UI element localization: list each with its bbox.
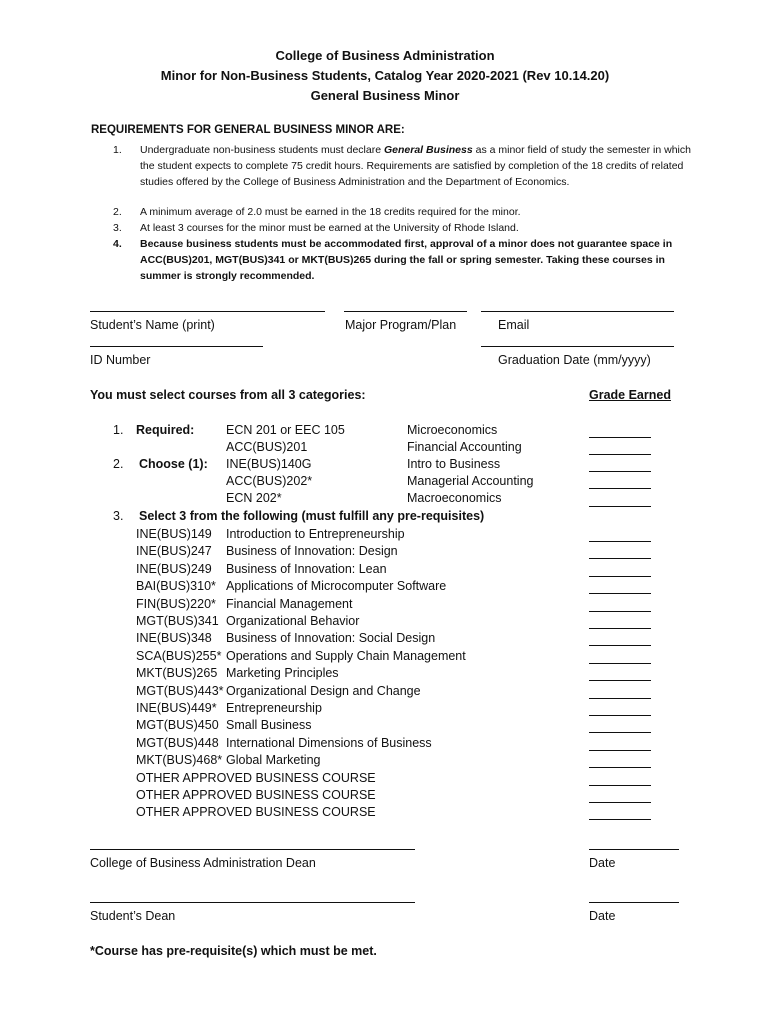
student-dean-date-line[interactable] [589, 902, 679, 903]
requirement-item: 4. Because business students must be accommodated first, approval of a minor does not guarantee space in ACC(BUS)201, MGT(BUS)341 or MKT(BUS)265 during the fall or spring semester. Taking these courses in summer is strongly recommended. [113, 238, 673, 282]
grade-line[interactable] [589, 802, 651, 803]
course-title: Intro to Business [407, 457, 501, 471]
course-code: INE(BUS)348 [136, 631, 212, 646]
id-number-line[interactable] [90, 346, 263, 347]
category-3-number: 3. [113, 509, 124, 523]
course-title: Introduction to Entrepreneurship [226, 527, 405, 541]
grade-line[interactable] [589, 576, 651, 577]
course-code: INE(BUS)249 [136, 561, 212, 576]
category-3-label: Select 3 from the following (must fulfill any pre-requisites) [139, 509, 485, 523]
course-title: Entrepreneurship [226, 701, 322, 715]
dean-date-label: Date [589, 856, 616, 870]
course-code: FIN(BUS)220* [136, 596, 216, 611]
course-title: Financial Accounting [407, 440, 522, 454]
course-title: Business of Innovation: Design [226, 544, 398, 559]
grade-line[interactable] [589, 663, 651, 664]
course-code: MGT(BUS)450 [136, 718, 219, 733]
course-title: Microeconomics [407, 423, 498, 437]
grade-line[interactable] [589, 750, 651, 751]
course-code: OTHER APPROVED BUSINESS COURSE [136, 770, 376, 785]
grade-line[interactable] [589, 628, 651, 629]
prerequisite-footnote: *Course has pre-requisite(s) which must be met. [90, 944, 377, 958]
course-code: MGT(BUS)341 [136, 614, 219, 628]
form-subtitle: Minor for Non-Business Students, Catalog Year 2020-2021 (Rev 10.14.20) [160, 68, 610, 83]
category-2-label: Choose (1): [139, 457, 208, 471]
student-name-label: Student’s Name (print) [90, 318, 215, 332]
student-dean-date-label: Date [589, 909, 616, 923]
grade-line[interactable] [589, 593, 651, 594]
course-code: INE(BUS)140G [226, 457, 312, 471]
grade-line[interactable] [589, 680, 651, 681]
grade-line[interactable] [589, 437, 651, 438]
student-dean-signature-line[interactable] [90, 902, 415, 903]
dean-label: College of Business Administration Dean [90, 856, 316, 870]
graduation-date-label: Graduation Date (mm/yyyy) [498, 353, 651, 367]
student-name-line[interactable] [90, 311, 325, 312]
major-program-line[interactable] [344, 311, 467, 312]
category-1-number: 1. [113, 423, 124, 437]
course-code: OTHER APPROVED BUSINESS COURSE [136, 805, 376, 820]
course-code: INE(BUS)149 [136, 527, 212, 541]
email-label: Email [498, 318, 530, 332]
course-title: Macroeconomics [407, 491, 502, 505]
grade-line[interactable] [589, 611, 651, 612]
grade-line[interactable] [589, 506, 651, 507]
category-2-number: 2. [113, 457, 124, 471]
courses-heading: You must select courses from all 3 categories: [90, 388, 366, 402]
id-number-label: ID Number [90, 353, 151, 367]
grade-line[interactable] [589, 785, 651, 786]
course-title: Operations and Supply Chain Management [226, 648, 466, 663]
course-code: MGT(BUS)443* [136, 683, 224, 698]
grade-line[interactable] [589, 715, 651, 716]
grade-line[interactable] [589, 819, 651, 820]
category-1-label: Required: [136, 423, 195, 437]
course-title: Organizational Design and Change [226, 683, 421, 698]
grade-line[interactable] [589, 541, 651, 542]
course-code: ECN 202* [226, 491, 282, 505]
course-code: ACC(BUS)202* [226, 474, 313, 488]
course-code: MKT(BUS)468* [136, 753, 223, 768]
course-code: ECN 201 or EEC 105 [226, 423, 345, 437]
course-code: INE(BUS)449* [136, 701, 217, 715]
requirement-item: 1. Undergraduate non-business students must declare General Business as a minor field of study the semester in which the student expects to complete 75 credit hours. Requirements are satisfied by completion of the 18 credits of related studies offered by the College of Business Administration and the Department of Economics. [113, 144, 691, 188]
course-code: MKT(BUS)265 [136, 666, 218, 681]
course-code: SCA(BUS)255* [136, 648, 222, 663]
course-title: International Dimensions of Business [226, 735, 432, 750]
major-program-label: Major Program/Plan [345, 318, 457, 332]
dean-date-line[interactable] [589, 849, 679, 850]
requirement-item: 3. At least 3 courses for the minor must be earned at the University of Rhode Island. [113, 222, 519, 234]
grade-line[interactable] [589, 645, 651, 646]
course-title: Business of Innovation: Lean [226, 561, 387, 576]
grade-line[interactable] [589, 488, 651, 489]
course-title: Small Business [226, 718, 312, 733]
course-code: OTHER APPROVED BUSINESS COURSE [136, 788, 376, 802]
grade-line[interactable] [589, 454, 651, 455]
graduation-date-line[interactable] [481, 346, 674, 347]
course-title: Organizational Behavior [226, 614, 360, 628]
course-title: Global Marketing [226, 753, 321, 768]
form-minor-name: General Business Minor [310, 88, 460, 103]
course-code: BAI(BUS)310* [136, 579, 216, 594]
grade-line[interactable] [589, 558, 651, 559]
course-code: ACC(BUS)201 [226, 440, 308, 454]
requirement-item: 2. A minimum average of 2.0 must be earned in the 18 credits required for the minor. [113, 206, 521, 218]
grade-earned-heading: Grade Earned [589, 388, 671, 402]
grade-line[interactable] [589, 698, 651, 699]
form-title: College of Business Administration [275, 48, 495, 63]
course-code: INE(BUS)247 [136, 544, 212, 559]
requirements-heading: REQUIREMENTS FOR GENERAL BUSINESS MINOR ARE: [91, 124, 405, 136]
course-code: MGT(BUS)448 [136, 735, 219, 750]
course-title: Managerial Accounting [407, 474, 534, 488]
grade-line[interactable] [589, 767, 651, 768]
course-title: Marketing Principles [226, 666, 339, 681]
course-title: Applications of Microcomputer Software [226, 579, 447, 594]
student-dean-label: Student’s Dean [90, 909, 176, 923]
grade-line[interactable] [589, 732, 651, 733]
course-title: Financial Management [226, 596, 353, 611]
dean-signature-line[interactable] [90, 849, 415, 850]
grade-line[interactable] [589, 471, 651, 472]
course-title: Business of Innovation: Social Design [226, 631, 436, 646]
email-line[interactable] [481, 311, 674, 312]
